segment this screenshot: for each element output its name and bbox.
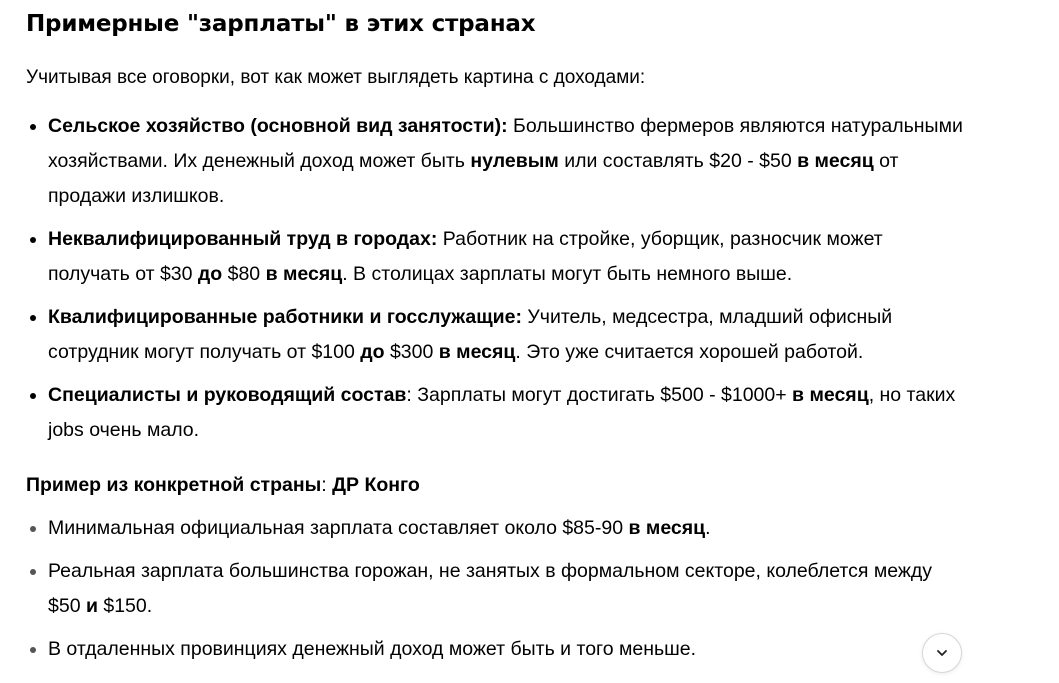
- chevron-down-icon: [935, 646, 949, 660]
- list-item-provinces: В отдаленных провинциях денежный доход может быть и того меньше.: [26, 632, 968, 667]
- item-label: Сельское хозяйство (основной вид занятости):: [48, 115, 508, 137]
- item-label: Специалисты и руководящий состав: [48, 384, 407, 406]
- example-list: [26, 511, 986, 667]
- item-label: Квалифицированные работники и госслужащие:: [48, 306, 522, 328]
- scroll-down-button[interactable]: [922, 633, 962, 673]
- section-heading: Примерные "зарплаты" в этих странах: [26, 11, 536, 37]
- example-heading: Пример из конкретной страны: ДР Конго: [26, 474, 420, 496]
- list-item-unskilled: Неквалифицированный труд в городах: Работник на стройке, уборщик, разносчик может получать от $30 до $80 в месяц. В столицах зарплаты могут быть немного выше.: [26, 222, 968, 292]
- income-list: [26, 109, 986, 448]
- list-item-skilled: Квалифицированные работники и госслужащие: Учитель, медсестра, младший офисный сотрудник могут получать от $100 до $300 в месяц. Это уже считается хорошей работой.: [26, 300, 968, 370]
- item-label: Неквалифицированный труд в городах:: [48, 228, 438, 250]
- message-content: [26, 0, 986, 675]
- list-item-min-wage: Минимальная официальная зарплата составляет около $85-90 в месяц.: [26, 511, 968, 546]
- intro-paragraph: Учитывая все оговорки, вот как может выглядеть картина с доходами:: [26, 67, 646, 88]
- list-item-specialists: Специалисты и руководящий состав: Зарплаты могут достигать $500 - $1000+ в месяц, но таких jobs очень мало.: [26, 378, 968, 448]
- list-item-agriculture: Сельское хозяйство (основной вид занятости): Большинство фермеров являются натуральными хозяйствами. Их денежный доход может быть нулевым или составлять $20 - $50 в месяц от продажи излишков.: [26, 109, 968, 214]
- list-item-real-wage: Реальная зарплата большинства горожан, не занятых в формальном секторе, колеблется между $50 и $150.: [26, 554, 968, 624]
